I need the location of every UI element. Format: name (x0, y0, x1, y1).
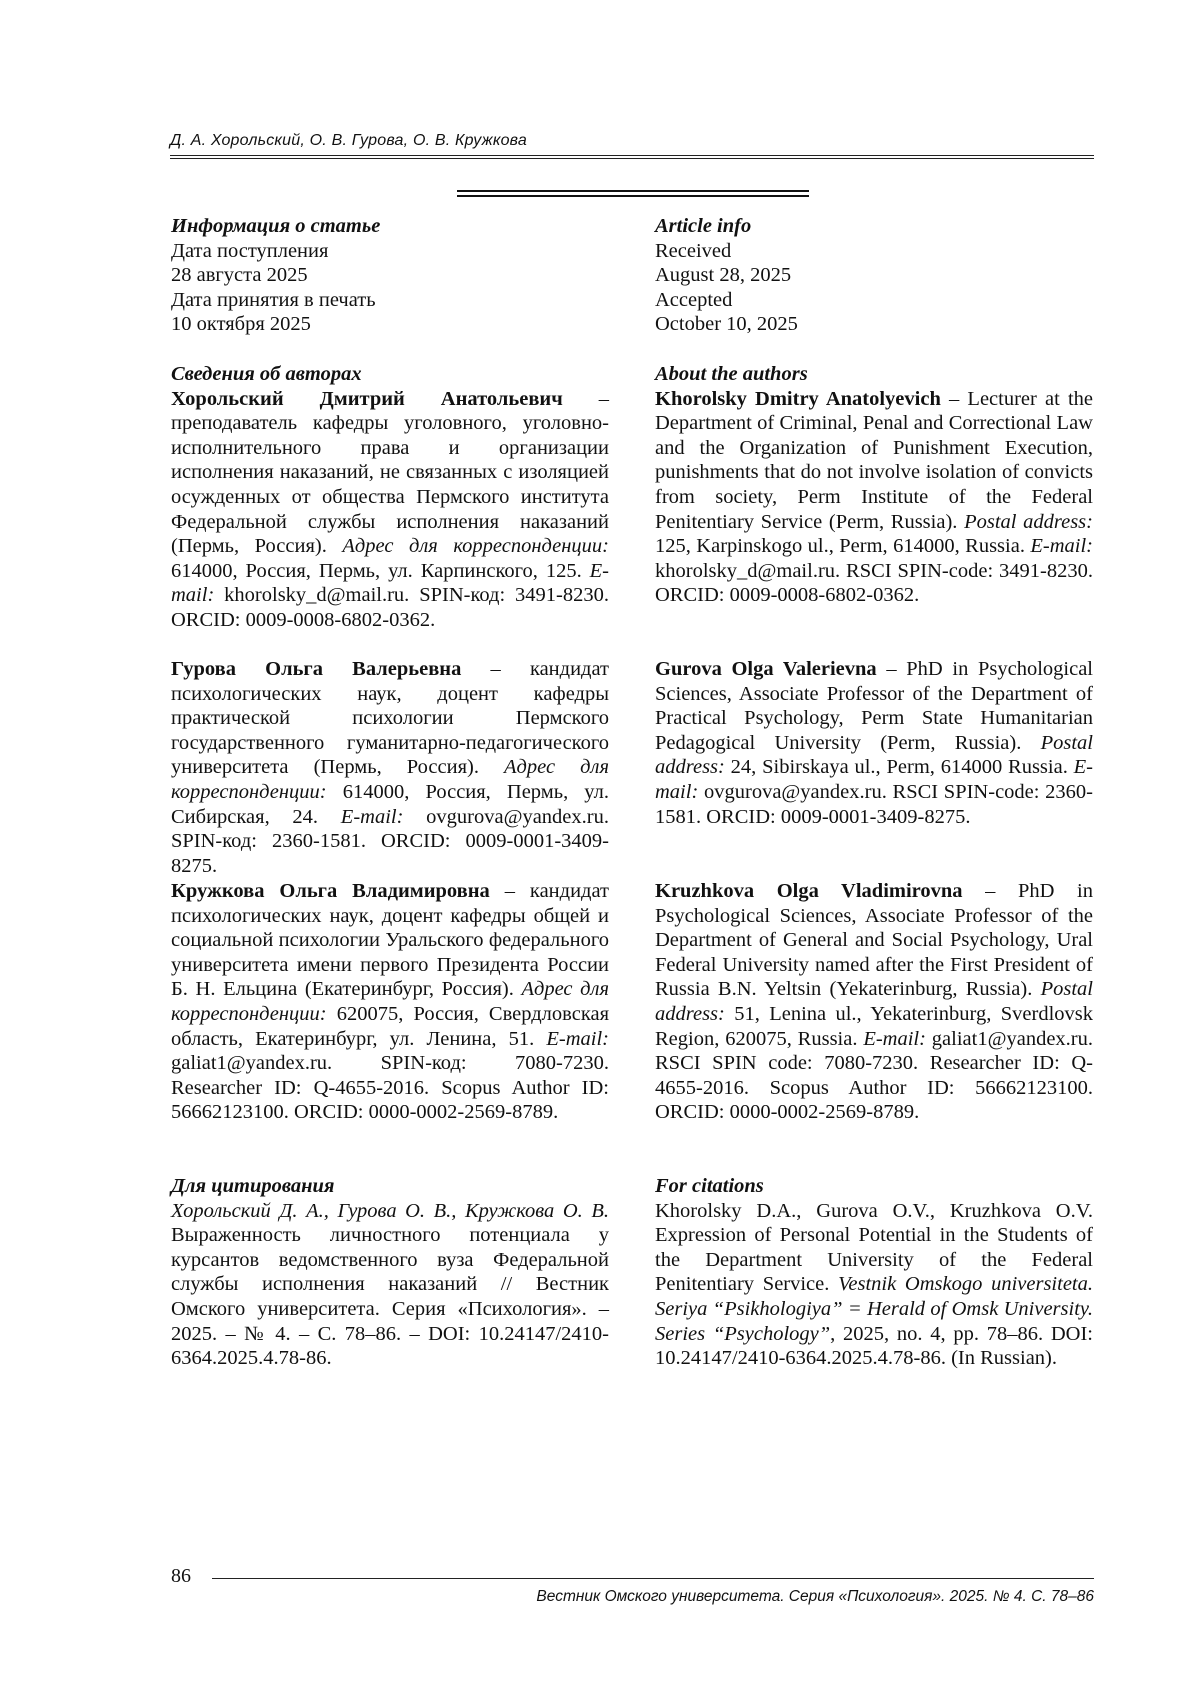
author-ids: ovgurova@yandex.ru. RSCI SPIN-code: 2360-1581. ORCID: 0009-0001-3409-8275. (655, 780, 1093, 828)
author-desc: PhD in Psychological Sciences, Associate Professor of the Department of Practical Psychology, Perm State Humanitarian Pedagogical University (Perm, Russia). (655, 658, 1094, 754)
email-label: E-mail: (1030, 535, 1093, 558)
article-info-heading: Информация о статье (171, 215, 381, 237)
article-info-heading: Article info (655, 215, 752, 237)
address: 24, Sibirskaya ul., Perm, 614000 Russia. (724, 756, 1074, 779)
author-3-bio (655, 879, 1093, 1125)
citation-ru (171, 1174, 609, 1371)
author-desc: преподаватель кафедры уголовного, уголовно-исполнительного права и организации исполнения наказаний, не связанных с изоляцией осужденных от общества Пермского института Федеральной службы исполнения наказаний (Пермь, Россия). (171, 412, 609, 558)
author-desc: кандидат психологических наук, доцент кафедры общей и социальной психологии Уральского федерального университета имени первого Президента России Б. Н. Ельцина (Екатеринбург, Россия). (171, 880, 609, 1001)
dash: – (461, 658, 530, 680)
email-label: E-mail: (655, 756, 1093, 803)
email-label: E-mail: (340, 805, 404, 828)
author-name: Гурова Ольга Валерьевна (171, 658, 462, 680)
citation-authors: Хорольский Д. А., Гурова О. В., Кружкова О. В. (171, 1199, 609, 1222)
author-name: Kruzhkova Olga Vladimirovna (655, 880, 963, 902)
author-name: Khorolsky Dmitry Anatolyevich (655, 387, 941, 410)
accepted-label: Accepted (655, 288, 733, 311)
author-desc: кандидат психологических наук, доцент кафедры практической психологии Пермского государственного гуманитарно-педагогического университета (Пермь, Россия). (171, 658, 610, 779)
author-ids: galiat1@yandex.ru. SPIN-код: 7080-7230. Researcher ID: Q-4655-2016. Scopus Author ID: 56662123100. ORCID: 0000-0002-2569-8789. (171, 1052, 609, 1124)
citation-heading: Для цитирования (171, 1175, 335, 1197)
citation-text (171, 1199, 609, 1371)
address: 51, Lenina ul., Yekaterinburg, Sverdlovsk Region, 620075, Russia. (655, 1002, 1093, 1050)
author-2-bio (171, 657, 609, 878)
address-label: Адрес для корреспонденции: (342, 535, 609, 558)
header-rule (170, 155, 1094, 159)
footer-journal: Вестник Омского университета. Серия «Психология». 2025. № 4. С. 78–86 (536, 1588, 1094, 1605)
authors-heading: Сведения об авторах (171, 363, 362, 385)
received-label: Дата поступления (171, 239, 329, 262)
accepted-label: Дата принятия в печать (171, 288, 376, 311)
citation-en (655, 1174, 1093, 1371)
page-number: 86 (171, 1565, 191, 1587)
dash: – (876, 658, 907, 680)
article-info-ru (171, 214, 609, 337)
accepted-date: October 10, 2025 (655, 313, 798, 336)
dash: – (489, 880, 530, 902)
dash: – (940, 387, 968, 410)
author-ids: khorolsky_d@mail.ru. RSCI SPIN-code: 3491-8230. ORCID: 0009-0008-6802-0362. (655, 559, 1093, 607)
address-label: Postal address: (964, 510, 1093, 533)
received-date: 28 августа 2025 (171, 264, 308, 287)
received-label: Received (655, 239, 732, 262)
authors-ru (171, 362, 609, 633)
citation-journal: Vestnik Omskogo universiteta. Seriya “Psikhologiya” = Herald of Omsk University. Series “Psychology” (655, 1273, 1093, 1345)
citation-details: , 2025, no. 4, pp. 78–86. DOI: 10.24147/2410-6364.2025.4.78-86. (In Russian). (655, 1322, 1093, 1370)
author-1-bio (171, 387, 609, 633)
author-desc: Lecturer at the Department of Criminal, Penal and Correctional Law and the Organization of Punishment Execution, punishments that do not involve isolation of convicts from society, Perm Institute of the Federal Penitentiary Service (Perm, Russia). (655, 387, 1093, 533)
address: 620075, Россия, Свердловская область, Екатеринбург, ул. Ленина, 51. (171, 1002, 609, 1050)
address-label: Postal address: (655, 731, 1093, 779)
author-name: Кружкова Ольга Владимировна (171, 880, 490, 902)
footer-rule (212, 1578, 1094, 1579)
citation-body: Khorolsky D.A., Gurova O.V., Kruzhkova O.V. Expression of Personal Potential in the Students of the Department University of the Federal Penitentiary Service. (655, 1199, 1093, 1296)
authors-heading: About the authors (655, 363, 808, 385)
email-label: E-mail: (171, 559, 609, 607)
citation-heading: For citations (655, 1175, 764, 1197)
author-2-bio (655, 657, 1093, 829)
author-3-ru (171, 879, 609, 1125)
author-desc: PhD in Psychological Sciences, Associate Professor of the Department of General and Social Psychology, Ural Federal University named after the First President of Russia B.N. Yeltsin (Yekaterinburg, Russia). (655, 880, 1093, 1001)
author-ids: galiat1@yandex.ru. RSCI SPIN code: 7080-7230. Researcher ID: Q-4655-2016. Scopus Author ID: 56662123100. ORCID: 0000-0002-2569-8789. (655, 1027, 1093, 1124)
author-ids: khorolsky_d@mail.ru. SPIN-код: 3491-8230. ORCID: 0009-0008-6802-0362. (171, 584, 609, 631)
author-name: Gurova Olga Valerievna (655, 658, 877, 680)
email-label: E-mail: (546, 1027, 609, 1050)
author-2-en (655, 657, 1093, 829)
address: 125, Karpinskogo ul., Perm, 614000, Russia. (655, 535, 1031, 558)
received-date: August 28, 2025 (655, 264, 792, 287)
dash: – (962, 880, 1018, 902)
author-3-en (655, 879, 1093, 1125)
author-name: Хорольский Дмитрий Анатольевич (171, 387, 563, 410)
email-label: E-mail: (863, 1027, 926, 1050)
section-divider (457, 190, 809, 197)
address-label: Адрес для корреспонденции: (171, 756, 609, 803)
author-2-ru (171, 657, 609, 878)
author-3-bio (171, 879, 609, 1125)
accepted-date: 10 октября 2025 (171, 313, 311, 336)
address-label: Адрес для корреспонденции: (171, 978, 609, 1025)
citation-body: Выраженность личностного потенциала у курсантов ведомственного вуза Федеральной службы исполнения наказаний // Вестник Омского университета. Серия «Психология». – 2025. – № 4. – С. 78–86. – DOI: 10.24147/2410-6364.2025.4.78-86. (171, 1224, 609, 1370)
article-info-en (655, 214, 1093, 337)
citation-text (655, 1199, 1093, 1371)
author-ids: ovgurova@yandex.ru. SPIN-код: 2360-1581. ORCID: 0009-0001-3409-8275. (171, 805, 609, 877)
dash: – (562, 387, 610, 410)
address: 614000, Россия, Пермь, ул. Карпинского, 125. (171, 559, 590, 582)
running-head: Д. А. Хорольский, О. В. Гурова, О. В. Кружкова (170, 132, 527, 149)
author-1-bio (655, 387, 1093, 608)
address: 614000, Россия, Пермь, ул. Сибирская, 24. (171, 780, 609, 828)
address-label: Postal address: (655, 978, 1093, 1025)
authors-en (655, 362, 1093, 608)
